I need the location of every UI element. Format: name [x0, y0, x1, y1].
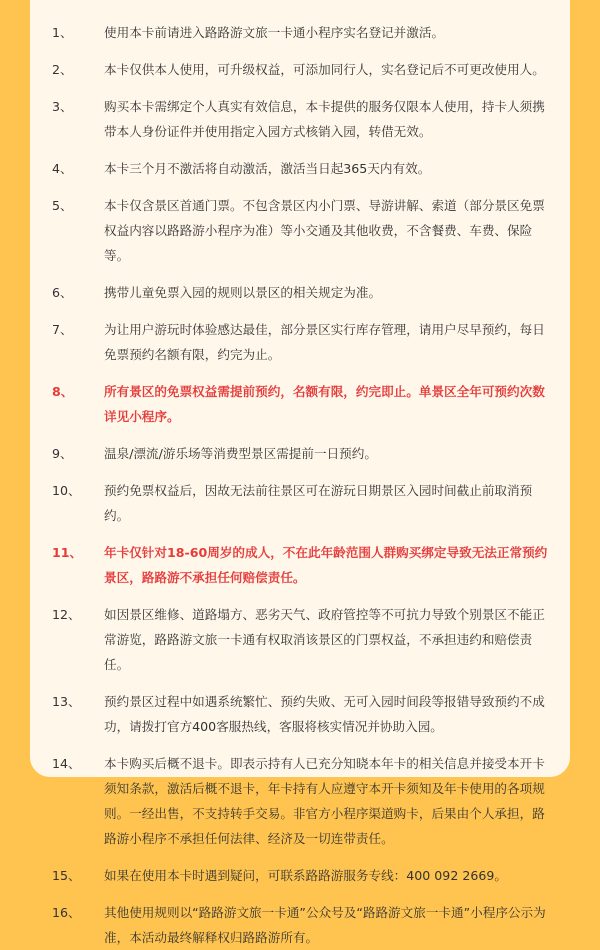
term-item	[52, 602, 550, 677]
term-text: 本卡购买后概不退卡。即表示持有人已充分知晓本年卡的相关信息并接受本开卡须知条款，激活后概不退卡，年卡持有人应遵守本开卡须知及年卡使用的各项规则。一经出售，不支持转手交易。非官方小程序渠道购卡，后果由个人承担，路路游小程序不承担任何法律、经济及一切连带责任。	[104, 756, 545, 846]
terms-card	[30, 0, 570, 945]
term-text: 年卡仅针对18-60周岁的成人，不在此年龄范围人群购买绑定导致无法正常预约景区，路路游不承担任何赔偿责任。	[104, 545, 548, 585]
term-item	[52, 441, 550, 466]
term-item	[52, 280, 550, 305]
term-number: 8、	[52, 384, 74, 399]
term-text: 所有景区的免票权益需提前预约，名额有限，约完即止。单景区全年可预约次数详见小程序。	[104, 384, 545, 424]
term-text: 本卡仅供本人使用，可升级权益，可添加同行人，实名登记后不可更改使用人。	[104, 62, 545, 77]
term-item	[52, 863, 550, 888]
term-item	[52, 193, 550, 268]
term-number: 10、	[52, 483, 81, 498]
term-number: 3、	[52, 99, 73, 114]
term-text: 如因景区维修、道路塌方、恶劣天气、政府管控等不可抗力导致个别景区不能正常游览，路路游文旅一卡通有权取消该景区的门票权益，不承担违约和赔偿责任。	[104, 607, 545, 672]
term-item	[52, 94, 550, 144]
term-item	[52, 900, 550, 950]
term-text: 本卡仅含景区首通门票。不包含景区内小门票、导游讲解、索道（部分景区免票权益内容以路路游小程序为准）等小交通及其他收费，不含餐费、车费、保险等。	[104, 198, 545, 263]
term-text: 购买本卡需绑定个人真实有效信息，本卡提供的服务仅限本人使用，持卡人须携带本人身份证件并使用指定入园方式核销入园，转借无效。	[104, 99, 545, 139]
term-number: 16、	[52, 905, 81, 920]
terms-list	[52, 20, 550, 945]
term-text: 预约景区过程中如遇系统繁忙、预约失败、无可入园时间段等报错导致预约不成功，请拨打官方400客服热线，客服将核实情况并协助入园。	[104, 694, 545, 734]
term-text: 为让用户游玩时体验感达最佳，部分景区实行库存管理，请用户尽早预约，每日免票预约名额有限，约完为止。	[104, 322, 545, 362]
term-item	[52, 317, 550, 367]
term-text: 本卡三个月不激活将自动激活，激活当日起365天内有效。	[104, 161, 431, 176]
term-text: 携带儿童免票入园的规则以景区的相关规定为准。	[104, 285, 382, 300]
term-text: 预约免票权益后，因故无法前往景区可在游玩日期景区入园时间截止前取消预约。	[104, 483, 533, 523]
term-number: 13、	[52, 694, 81, 709]
term-number: 4、	[52, 161, 73, 176]
term-number: 5、	[52, 198, 73, 213]
term-text: 使用本卡前请进入路路游文旅一卡通小程序实名登记并激活。	[104, 25, 445, 40]
term-item	[52, 540, 550, 590]
term-item	[52, 689, 550, 739]
term-number: 1、	[52, 25, 73, 40]
term-item	[52, 156, 550, 181]
term-text: 温泉/漂流/游乐场等消费型景区需提前一日预约。	[104, 446, 377, 461]
term-number: 11、	[52, 545, 83, 560]
term-item	[52, 751, 550, 851]
term-number: 6、	[52, 285, 73, 300]
term-text: 如果在使用本卡时遇到疑问，可联系路路游服务专线：400 092 2669。	[104, 868, 507, 883]
term-item	[52, 478, 550, 528]
term-number: 12、	[52, 607, 81, 622]
term-item	[52, 20, 550, 45]
term-item	[52, 379, 550, 429]
term-text: 其他使用规则以“路路游文旅一卡通”公众号及“路路游文旅一卡通”小程序公示为准，本活动最终解释权归路路游所有。	[104, 905, 546, 945]
term-item	[52, 57, 550, 82]
term-number: 14、	[52, 756, 81, 771]
term-number: 2、	[52, 62, 73, 77]
term-number: 15、	[52, 868, 81, 883]
term-number: 9、	[52, 446, 73, 461]
term-number: 7、	[52, 322, 73, 337]
